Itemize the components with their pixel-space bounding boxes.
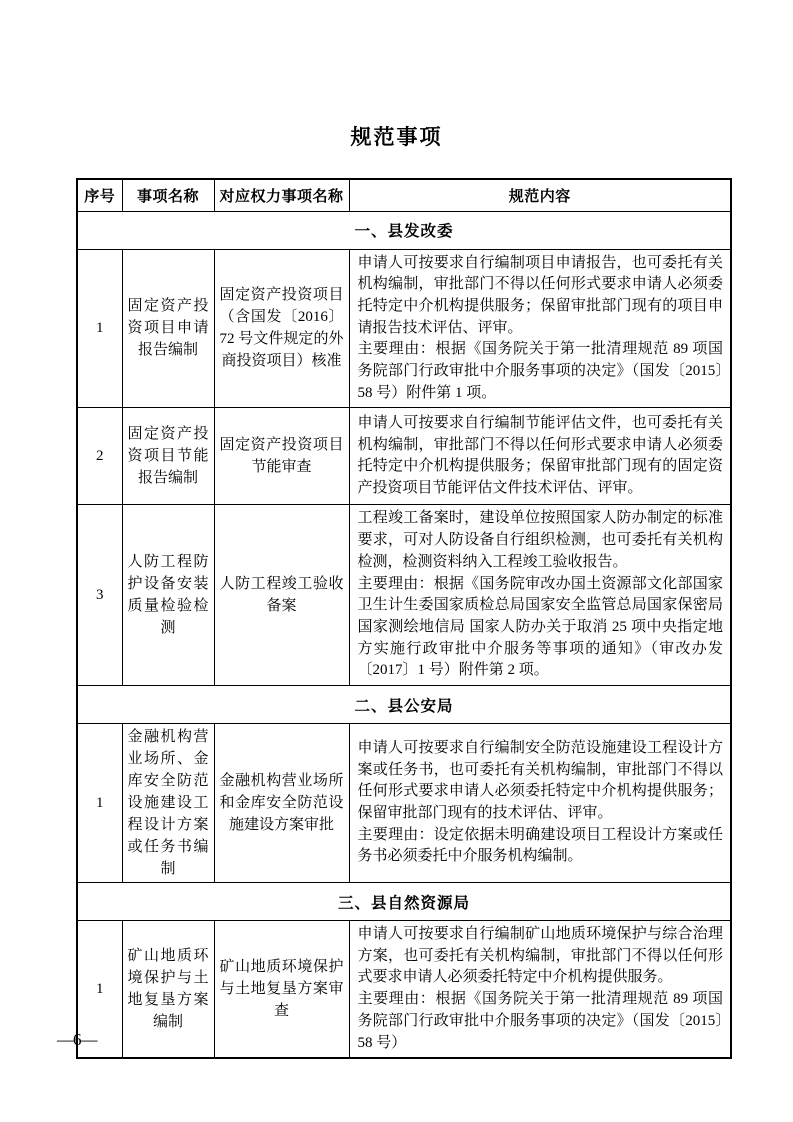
page-number: —6—	[57, 1030, 97, 1049]
column-header-item-name: 事项名称	[122, 179, 214, 211]
content-paragraph: 申请人可按要求自行编制项目申请报告，也可委托有关机构编制，审批部门不得以任何形式要求申请人必须委托特定中介机构提供服务；保留审批部门现有的项目申请报告技术评估、评审。	[357, 254, 723, 336]
item-name-cell: 固定资产投资项目节能报告编制	[122, 408, 214, 505]
authority-name-cell: 固定资产投资项目节能审查	[214, 408, 349, 505]
item-name-cell: 固定资产投资项目申请报告编制	[122, 249, 214, 408]
content-paragraph: 主要理由：根据《国务院关于第一批清理规范 89 项国务院部门行政审批中介服务事项的决定》（国发〔2015〕58 号）附件第 1 项。	[357, 341, 723, 401]
authority-name-cell: 人防工程竣工验收备案	[214, 505, 349, 686]
table-header-row	[77, 179, 731, 211]
serial-cell: 1	[77, 921, 122, 1059]
column-header-serial: 序号	[77, 179, 122, 211]
table-row	[77, 408, 731, 505]
content-paragraph: 工程竣工备案时，建设单位按照国家人防办制定的标准要求，可对人防设备自行组织检测，也可委托有关机构检测，检测资料纳入工程竣工验收报告。	[357, 510, 723, 570]
content-cell	[349, 408, 731, 505]
table-row	[77, 249, 731, 408]
section-title-gonganju: 二、县公安局	[77, 686, 731, 724]
content-paragraph: 主要理由：根据《国务院审改办国土资源部文化部国家卫生计生委国家质检总局国家安全监管总局国家保密局 国家测绘地信局 国家人防办关于取消 25 项中央指定地方实施行政审批中介服务等事项的通知》（审改办发〔2017〕1 号）附件第 2 项。	[357, 575, 723, 679]
section-header-row	[77, 686, 731, 724]
content-paragraph: 申请人可按要求自行编制节能评估文件，也可委托有关机构编制，审批部门不得以任何形式要求申请人必须委托特定中介机构提供服务；保留审批部门现有的固定资产投资项目节能评估文件技术评估、评审。	[357, 415, 723, 497]
regulation-items-table	[76, 178, 732, 1059]
authority-name-cell: 金融机构营业场所和金库安全防范设施建设方案审批	[214, 724, 349, 883]
section-title-ziranziyuanju: 三、县自然资源局	[77, 883, 731, 921]
item-name-cell: 金融机构营业场所、金库安全防范设施建设工程设计方案或任务书编制	[122, 724, 214, 883]
content-cell	[349, 724, 731, 883]
serial-cell: 2	[77, 408, 122, 505]
item-name-cell: 矿山地质环境保护与土地复垦方案编制	[122, 921, 214, 1059]
content-cell	[349, 921, 731, 1059]
content-cell	[349, 505, 731, 686]
authority-name-cell: 固定资产投资项目（含国发〔2016〕72 号文件规定的外商投资项目）核准	[214, 249, 349, 408]
page-title: 规范事项	[350, 126, 443, 149]
item-name-cell: 人防工程防护设备安装质量检验检测	[122, 505, 214, 686]
table-row	[77, 921, 731, 1059]
content-paragraph: 申请人可按要求自行编制安全防范设施建设工程设计方案或任务书，也可委托有关机构编制，审批部门不得以任何形式要求申请人必须委托特定中介机构提供服务；保留审批部门现有的技术评估、评审。	[357, 739, 723, 822]
table-row	[77, 724, 731, 883]
table-row	[77, 505, 731, 686]
content-cell	[349, 249, 731, 408]
content-paragraph: 主要理由：设定依据未明确建设项目工程设计方案或任务书必须委托中介服务机构编制。	[357, 826, 723, 865]
serial-cell: 1	[77, 249, 122, 408]
content-paragraph: 主要理由：根据《国务院关于第一批清理规范 89 项国务院部门行政审批中介服务事项的决定》（国发〔2015〕58 号）	[357, 991, 723, 1051]
serial-cell: 3	[77, 505, 122, 686]
column-header-content: 规范内容	[349, 179, 731, 211]
section-header-row	[77, 211, 731, 249]
content-paragraph: 申请人可按要求自行编制矿山地质环境保护与综合治理方案，也可委托有关机构编制，审批部门不得以任何形式要求申请人必须委托特定中介机构提供服务。	[357, 926, 723, 986]
serial-cell: 1	[77, 724, 122, 883]
authority-name-cell: 矿山地质环境保护与土地复垦方案审查	[214, 921, 349, 1059]
section-header-row	[77, 883, 731, 921]
column-header-authority-name: 对应权力事项名称	[214, 179, 349, 211]
section-title-fagaiwei: 一、县发改委	[77, 211, 731, 249]
